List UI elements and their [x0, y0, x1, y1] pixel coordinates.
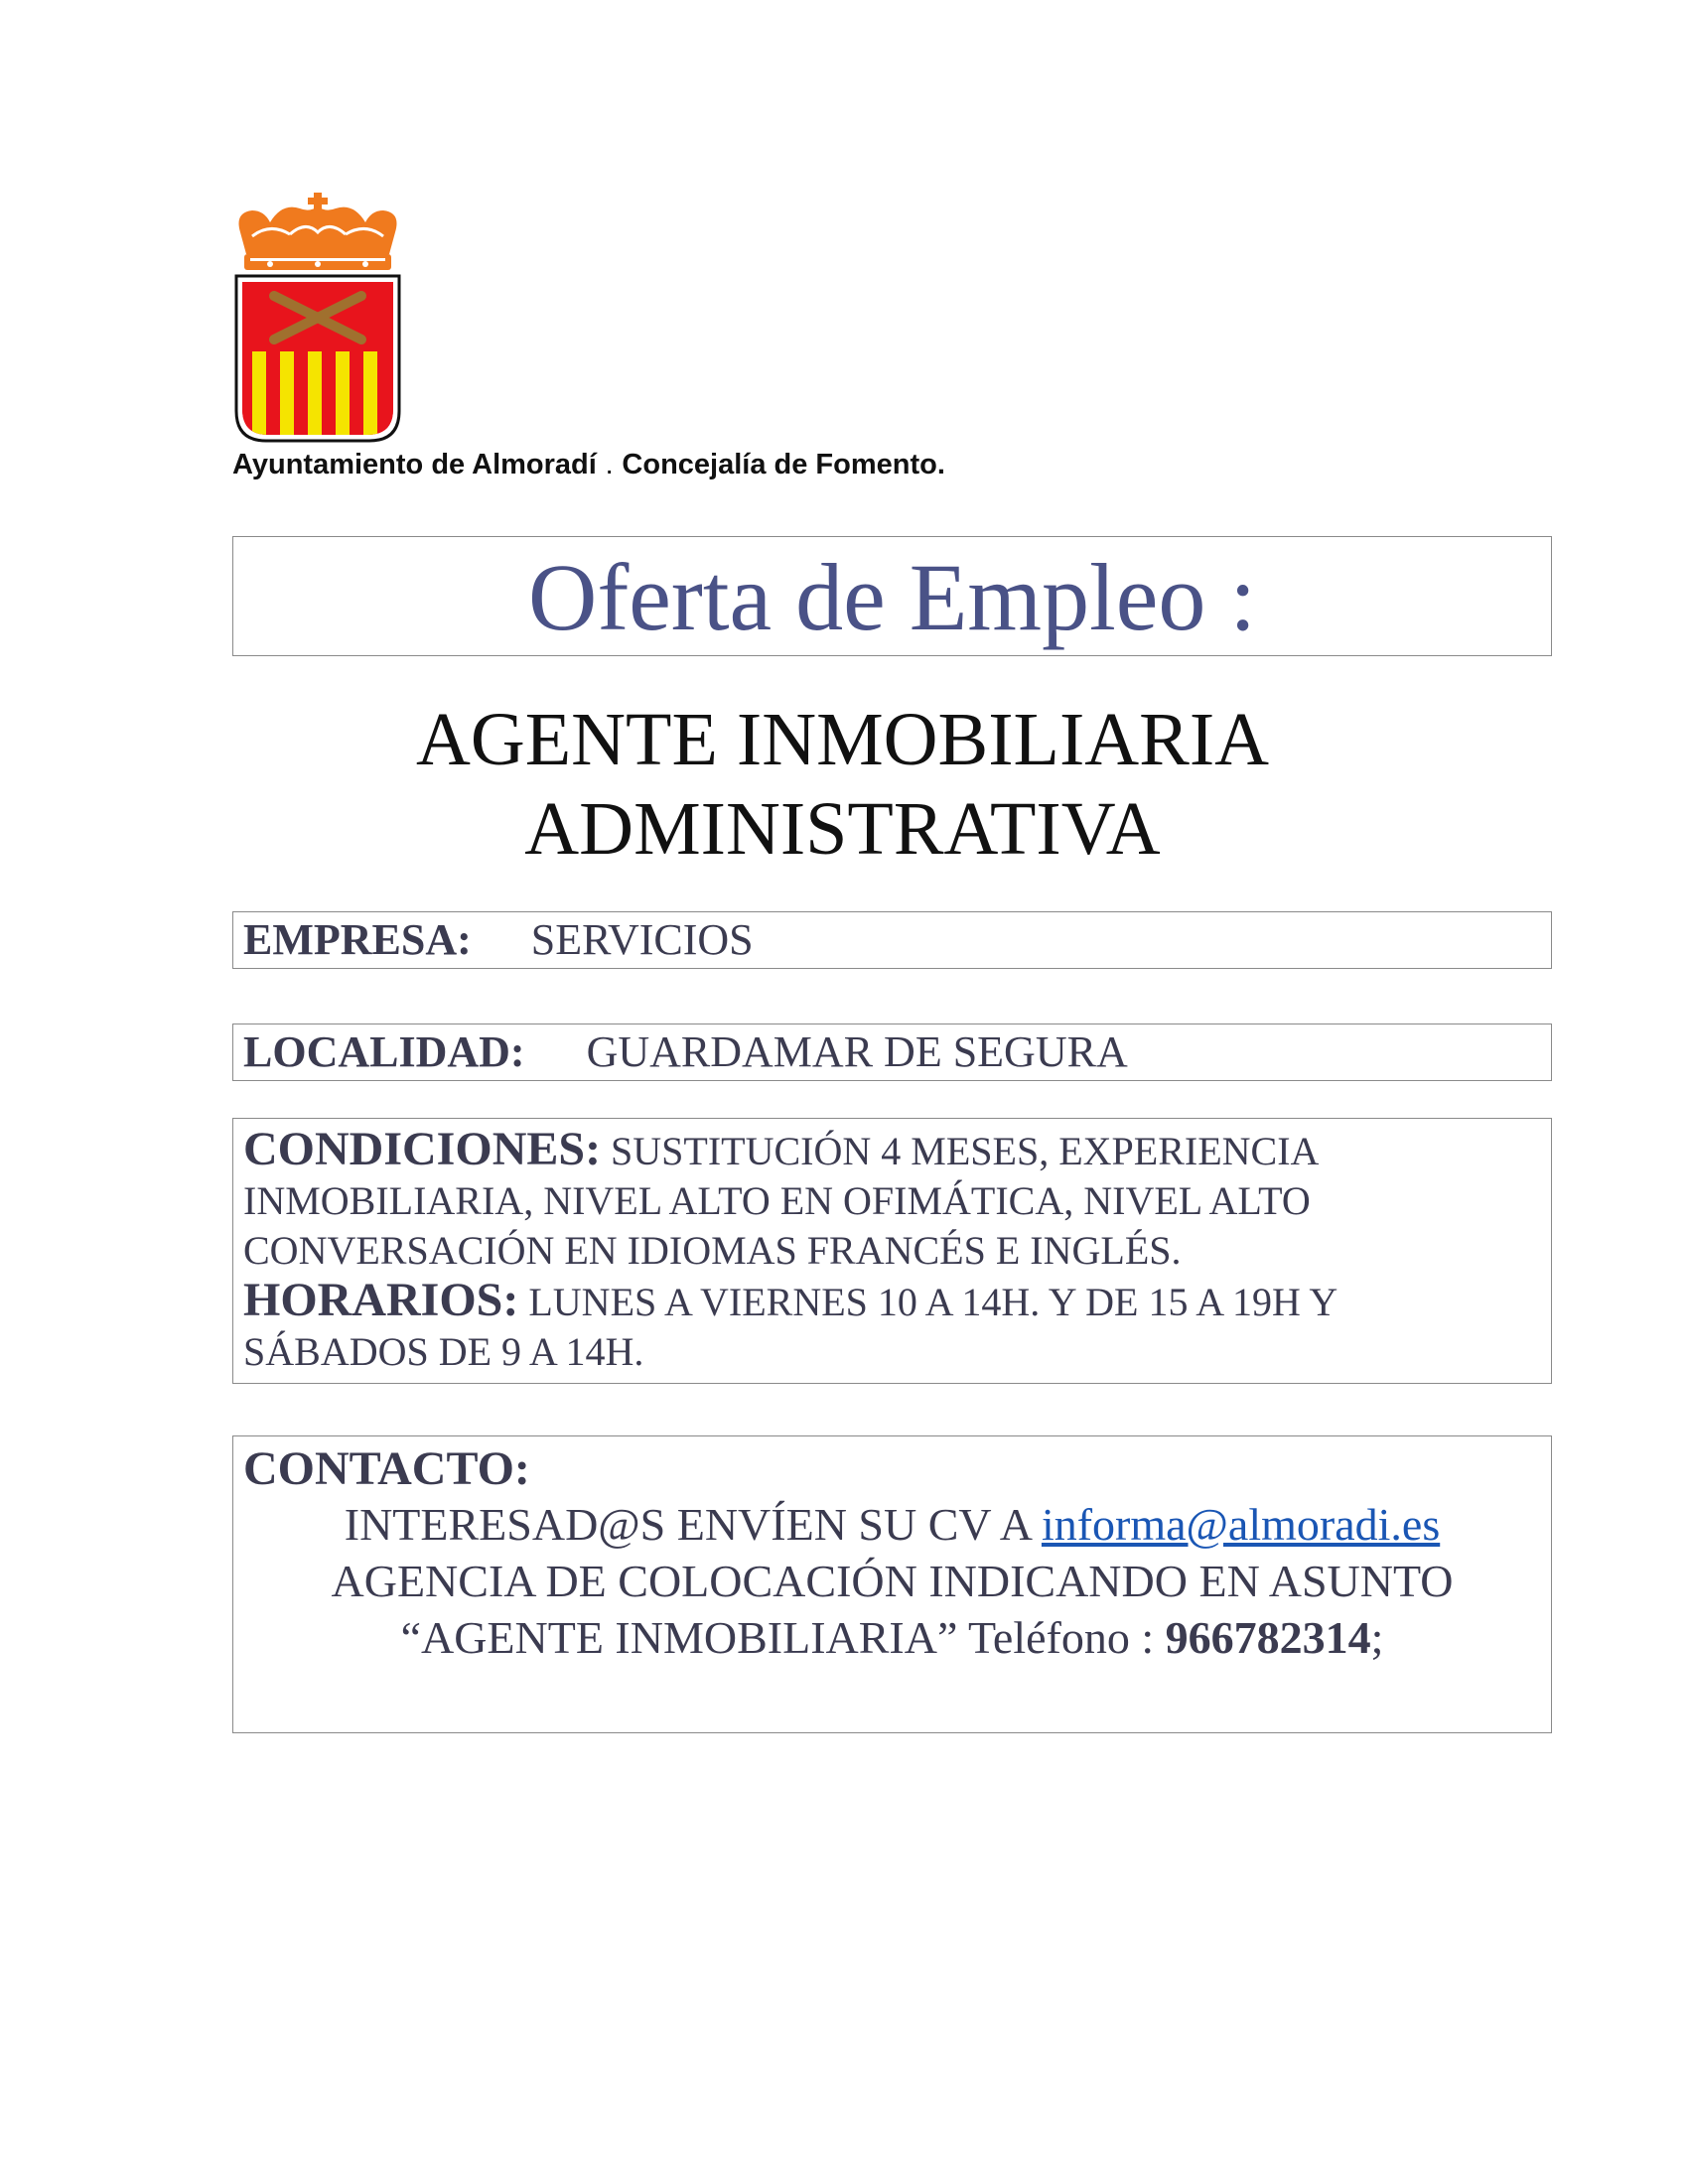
contacto-line2: AGENCIA DE COLOCACIÓN INDICANDO EN ASUNTO	[331, 1556, 1454, 1606]
job-title-line2: ADMINISTRATIVA	[524, 787, 1161, 871]
contact-email-link[interactable]: informa@almoradi.es	[1041, 1499, 1441, 1550]
organization-name: Ayuntamiento de Almoradí	[232, 449, 597, 480]
localidad-value: GUARDAMAR DE SEGURA	[586, 1027, 1128, 1076]
conditions-box	[232, 1118, 1552, 1384]
empresa-value: SERVICIOS	[530, 915, 754, 964]
offer-title-box	[232, 536, 1552, 656]
department-name: Concejalía de Fomento.	[622, 449, 945, 480]
almoradi-coat-of-arms-icon	[230, 193, 405, 445]
contacto-line3: “AGENTE INMOBILIARIA” Teléfono :	[400, 1612, 1155, 1663]
offer-title: Oferta de Empleo :	[527, 544, 1257, 650]
empresa-label: EMPRESA:	[243, 915, 472, 964]
condiciones-line2: INMOBILIARIA, NIVEL ALTO EN OFIMÁTICA, NIVEL ALTO	[243, 1178, 1311, 1223]
contact-phone-suffix: ;	[1370, 1612, 1384, 1663]
condiciones-line1: SUSTITUCIÓN 4 MESES, EXPERIENCIA	[611, 1129, 1320, 1173]
contacto-label: CONTACTO:	[243, 1442, 530, 1495]
crown-icon	[239, 193, 397, 270]
contact-box	[232, 1435, 1552, 1733]
horarios-label: HORARIOS:	[243, 1274, 519, 1326]
condiciones-label: CONDICIONES:	[243, 1123, 602, 1175]
condiciones-line3: CONVERSACIÓN EN IDIOMAS FRANCÉS E INGLÉS.	[243, 1228, 1182, 1273]
contacto-line1: INTERESAD@S ENVÍEN SU CV A	[344, 1499, 1031, 1550]
localidad-box	[232, 1024, 1552, 1081]
horarios-line1: LUNES A VIERNES 10 A 14H. Y DE 15 A 19H Y	[528, 1280, 1338, 1324]
contact-phone: 966782314	[1165, 1612, 1371, 1663]
shield-icon	[236, 276, 399, 441]
job-title	[232, 695, 1453, 874]
localidad-label: LOCALIDAD:	[243, 1027, 525, 1076]
horarios-line2: SÁBADOS DE 9 A 14H.	[243, 1329, 644, 1374]
header-separator: .	[606, 457, 613, 478]
job-title-line1: AGENTE INMOBILIARIA	[415, 698, 1270, 781]
empresa-box	[232, 911, 1552, 969]
organization-line	[232, 449, 945, 481]
